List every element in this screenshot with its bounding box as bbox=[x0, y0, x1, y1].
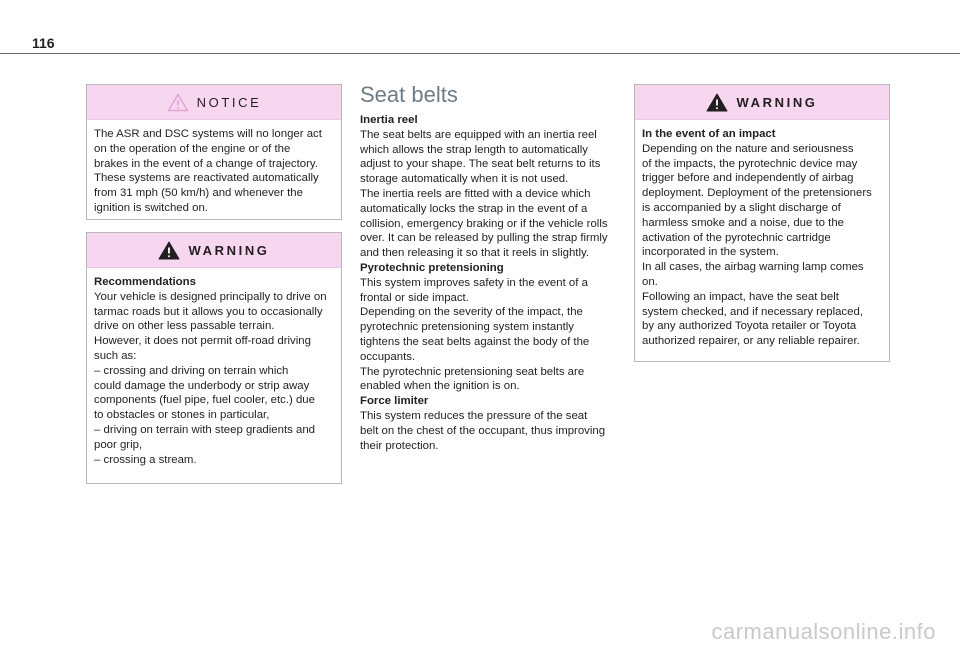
warning-box-impact bbox=[634, 84, 890, 362]
body-line: This system reduces the pressure of the seat bbox=[360, 409, 588, 422]
warning-line: Following an impact, have the seat belt bbox=[642, 290, 839, 303]
warning-line: trigger before and independently of airbag bbox=[642, 172, 854, 185]
subheading-pyrotechnic-pretensioning: Pyrotechnic pretensioning bbox=[360, 261, 504, 274]
body-line: The seat belts are equipped with an inertia reel bbox=[360, 128, 597, 141]
warning-line: harmless smoke and a noise, due to the bbox=[642, 216, 844, 229]
warning-line: activation of the pyrotechnic cartridge bbox=[642, 231, 831, 244]
warning-box-header bbox=[87, 233, 341, 268]
warning-line: However, it does not permit off-road driving bbox=[94, 335, 311, 348]
body-line: automatically locks the strap in the event of a bbox=[360, 202, 588, 215]
body-line: over. It can be released by pulling the strap firmly bbox=[360, 232, 608, 245]
notice-body bbox=[87, 120, 341, 224]
body-line: and then releasing it so that it reels in slightly. bbox=[360, 247, 589, 260]
warning-line: such as: bbox=[94, 349, 137, 362]
body-line: The inertia reels are fitted with a device which bbox=[360, 187, 591, 200]
warning-line: of the impacts, the pyrotechnic device may bbox=[642, 157, 858, 170]
warning-line: – crossing a stream. bbox=[94, 453, 197, 466]
section-title-seat-belts: Seat belts bbox=[360, 82, 458, 107]
warning-line: – driving on terrain with steep gradients and bbox=[94, 423, 315, 436]
body-line: enabled when the ignition is on. bbox=[360, 380, 520, 393]
warning-line: incorporated in the system. bbox=[642, 246, 779, 259]
warning-line: is accompanied by a slight discharge of bbox=[642, 201, 841, 214]
notice-line: ignition is switched on. bbox=[94, 201, 208, 214]
seat-belts-text bbox=[360, 113, 620, 453]
warning-body bbox=[87, 268, 341, 475]
warning-line: poor grip, bbox=[94, 438, 143, 451]
warning-line: components (fuel pipe, fuel cooler, etc.) due bbox=[94, 394, 315, 407]
warning-line: on. bbox=[642, 275, 658, 288]
watermark: carmanualsonline.info bbox=[711, 619, 936, 644]
warning-heading: Recommendations bbox=[94, 276, 196, 288]
body-line: frontal or side impact. bbox=[360, 291, 469, 304]
warning-triangle-filled-icon bbox=[706, 93, 728, 112]
warning-line: Your vehicle is designed principally to drive on bbox=[94, 290, 327, 303]
body-line: tightens the seat belts against the body of the bbox=[360, 335, 590, 348]
warning-line: drive on other less passable terrain. bbox=[94, 320, 275, 333]
warning-line: system checked, and if necessary replaced, bbox=[642, 305, 863, 318]
notice-box bbox=[86, 84, 342, 220]
warning-title: WARNING bbox=[188, 242, 270, 258]
warning-line: – crossing and driving on terrain which bbox=[94, 364, 289, 377]
warning-line: to obstacles or stones in particular, bbox=[94, 409, 270, 422]
header-divider bbox=[0, 53, 960, 54]
subheading-inertia-reel: Inertia reel bbox=[360, 114, 418, 126]
warning-body bbox=[635, 120, 889, 357]
warning-triangle-filled-icon bbox=[158, 241, 180, 260]
warning-line: Depending on the nature and seriousness bbox=[642, 142, 854, 155]
warning-heading: In the event of an impact bbox=[642, 128, 776, 140]
body-line: pyrotechnic pretensioning system instantly bbox=[360, 321, 574, 334]
body-line: adjust to your shape. The seat belt returns to its bbox=[360, 158, 601, 171]
warning-line: tarmac roads but it allows you to occasionally bbox=[94, 305, 323, 318]
notice-line: from 31 mph (50 km/h) and whenever the bbox=[94, 187, 303, 200]
body-line: Depending on the severity of the impact, the bbox=[360, 306, 583, 319]
warning-box-header bbox=[635, 85, 889, 120]
body-line: occupants. bbox=[360, 350, 416, 363]
body-line: This system improves safety in the event of a bbox=[360, 276, 588, 289]
body-line: which allows the strap length to automatically bbox=[360, 143, 588, 156]
subheading-force-limiter: Force limiter bbox=[360, 395, 429, 408]
page-number: 116 bbox=[32, 35, 55, 51]
notice-line: on the operation of the engine or of the bbox=[94, 142, 291, 155]
body-line: The pyrotechnic pretensioning seat belts are bbox=[360, 365, 585, 378]
body-line: their protection. bbox=[360, 439, 439, 452]
notice-title: NOTICE bbox=[196, 94, 262, 110]
warning-box-recommendations bbox=[86, 232, 342, 484]
warning-title: WARNING bbox=[736, 94, 818, 110]
warning-line: In all cases, the airbag warning lamp comes bbox=[642, 261, 864, 274]
notice-box-header bbox=[87, 85, 341, 120]
body-line: belt on the chest of the occupant, thus improving bbox=[360, 424, 606, 437]
notice-line: The ASR and DSC systems will no longer act bbox=[94, 128, 322, 140]
body-line: storage automatically when it is not used. bbox=[360, 173, 569, 186]
warning-line: could damage the underbody or strip away bbox=[94, 379, 310, 392]
notice-line: brakes in the event of a change of trajectory. bbox=[94, 157, 318, 170]
body-line: collision, emergency braking or if the vehicle rolls bbox=[360, 217, 608, 230]
warning-line: authorized repairer, or any reliable repairer. bbox=[642, 335, 860, 348]
warning-triangle-outline-icon bbox=[167, 93, 189, 112]
notice-line: These systems are reactivated automatically bbox=[94, 172, 319, 185]
warning-line: deployment. Deployment of the pretensioners bbox=[642, 187, 872, 200]
warning-line: by any authorized Toyota retailer or Toyota bbox=[642, 320, 857, 333]
